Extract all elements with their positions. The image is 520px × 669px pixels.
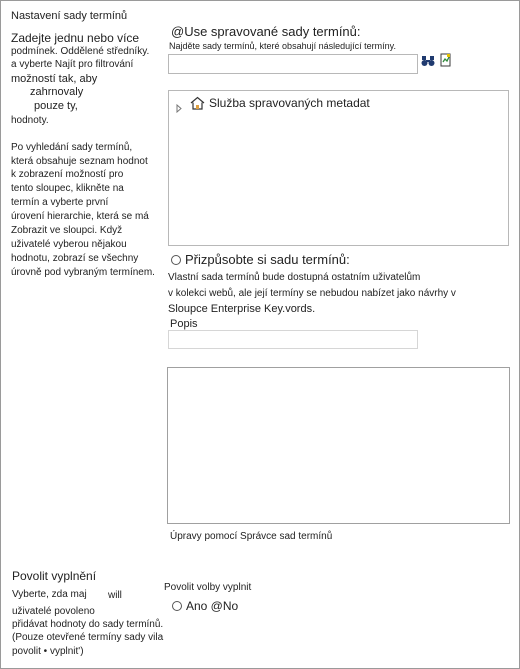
help-line: k zobrazení možností pro [11,169,124,180]
fill-in-help-line: přidávat hodnoty do sady termínů. [12,619,164,630]
custom-desc-line: Vlastní sada termínů bude dostupná ostatním uživatelům [168,272,421,283]
term-search-input[interactable] [168,54,418,74]
help-line: hodnotu, zobrazí se všechny [11,253,139,264]
help-line: úrovení hierarchie, která se má [11,211,149,222]
tree-item-managed-metadata[interactable]: Služba spravovaných metadat [209,96,370,110]
help-line: podmínek. Oddělené středníky. [11,46,150,57]
help-line: která obsahuje seznam hodnot [11,156,148,167]
custom-terms-editor[interactable] [167,367,510,524]
help-line: pouze ty, [34,100,78,112]
help-line: Po vyhledání sady termínů, [11,142,133,153]
custom-desc-line: v kolekci webů, ale její termíny se nebudou nabízet jako návrhy v [168,288,456,299]
description-label: Popis [170,318,198,330]
fill-in-help-line: will [108,590,122,601]
help-line: hodnoty. [11,115,49,126]
search-hint: Najděte sady termínů, které obsahují následující termíny. [169,41,396,51]
term-tree-panel[interactable] [168,90,509,246]
customize-radio-label[interactable]: Přizpůsobte si sadu termínů: [185,252,350,267]
customize-radio[interactable] [171,255,181,265]
fill-in-option-label: Povolit volby vyplnit [164,582,252,593]
expand-arrow-icon[interactable] [176,100,182,109]
custom-desc-line: Sloupce Enterprise Key.vords. [168,303,316,315]
browse-icon[interactable] [440,53,452,67]
use-managed-radio-label[interactable]: @Use spravované sady termínů: [171,24,361,39]
fill-in-help-line: povolit • vyplnit') [12,646,84,657]
help-line: tento sloupec, klikněte na [11,183,124,194]
fill-in-help-line: uživatelé povoleno [12,606,95,617]
fill-in-options[interactable]: Ano @No [186,599,239,613]
help-line: Zobrazit ve sloupci. Když [11,225,123,236]
section-title: Nastavení sady termínů [11,10,128,22]
edit-term-store-link[interactable]: Úpravy pomocí Správce sad termínů [170,531,333,542]
help-line: termín a vyberte první [11,197,109,208]
fill-in-title: Povolit vyplnění [12,569,97,583]
fill-in-yes-radio[interactable] [172,601,182,611]
help-line: uživatelé vyberou nějakou [11,239,127,250]
description-input[interactable] [168,330,418,349]
home-icon [190,96,205,110]
help-line: možností tak, aby [11,73,98,85]
help-line: úrovně pod vybraným termínem. [11,267,155,278]
help-line: Zadejte jednu nebo více [11,31,140,45]
fill-in-help-line: Vyberte, zda maj [12,589,87,600]
binoculars-icon[interactable] [421,54,435,66]
fill-in-help-line: (Pouze otevřené termíny sady vila [12,632,164,643]
help-line: a vyberte Najít pro filtrování [11,59,134,70]
help-line: zahrnovaly [30,86,84,98]
